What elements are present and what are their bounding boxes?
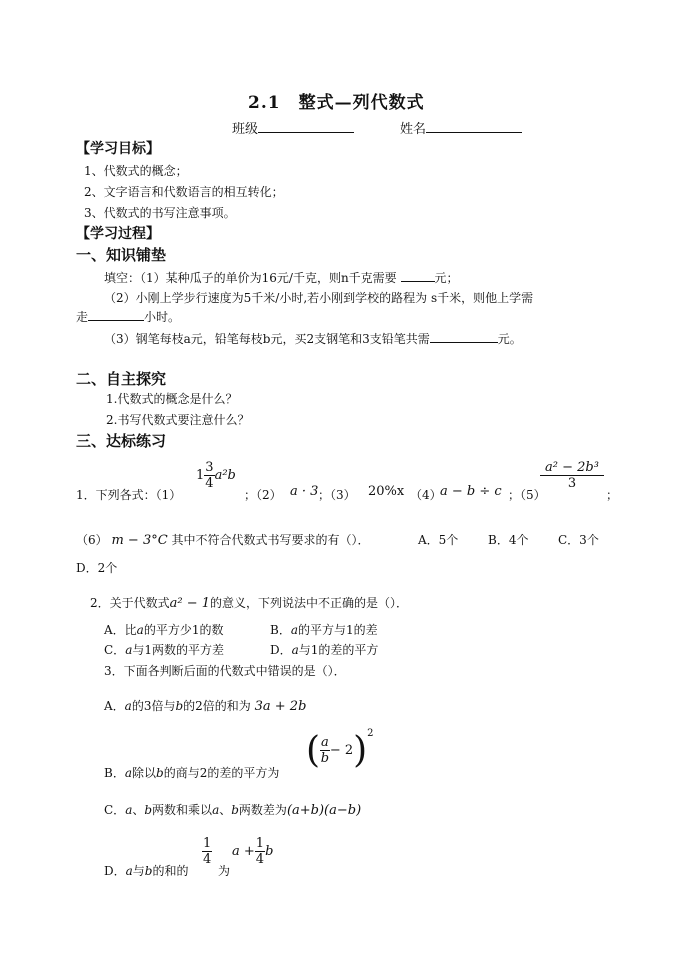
p3-c-sep: 、	[219, 803, 232, 817]
p3-b-den: b	[320, 751, 330, 766]
p2-c-post: 与1两数的平方差	[132, 643, 224, 657]
p2-d-post: 与1的差的平方	[298, 643, 379, 657]
inquiry-question: 1.代数式的概念是什么？	[106, 392, 238, 406]
p3-a-mid1: 的3倍与	[131, 699, 176, 713]
p2-b-pre: B．	[270, 623, 291, 637]
p3-c-sep: 、	[132, 803, 145, 817]
p3-d-expr-num: 1	[255, 836, 265, 851]
p3-b-expr	[306, 730, 374, 771]
var-a: a	[290, 623, 298, 637]
fill-2-pre: 走	[76, 310, 89, 324]
var-a: a	[124, 699, 132, 713]
fill-line-3	[104, 329, 522, 347]
p3-d-expr-den: 4	[255, 852, 265, 867]
p3-option-a[interactable]	[104, 697, 306, 714]
fill-3-blank[interactable]	[430, 329, 498, 343]
var-a: a	[212, 803, 220, 817]
objective-item: 1、代数式的概念；	[84, 164, 188, 178]
var-a: a	[136, 623, 144, 637]
p3-a-pre: A．	[104, 699, 125, 713]
fill-3-unit: 元。	[497, 332, 522, 346]
p3-d-num: 1	[203, 836, 212, 851]
p3-c-expr: (a+b)(a−b)	[286, 803, 362, 818]
p3-d-expr-fraction	[255, 836, 265, 867]
p2-c-pre: C．	[104, 643, 126, 657]
fill-2-post: 小时。	[144, 310, 181, 324]
class-field	[232, 118, 354, 137]
fill-2-blank[interactable]	[88, 307, 144, 321]
p3-b-mid1: 除以	[131, 766, 156, 780]
p2-intro: 2．关于代数式	[90, 596, 170, 610]
p1-expr-4: a − b ÷ c	[440, 484, 502, 499]
section3-heading: 三、达标练习	[76, 432, 167, 450]
p2-stem	[90, 594, 408, 611]
p3-c-pre: C．	[104, 803, 126, 817]
p2-b-post: 的平方与1的差	[297, 623, 378, 637]
p3-d-fraction	[202, 836, 212, 867]
fill-1-unit: 元；	[434, 271, 459, 285]
p1-expr-1	[196, 460, 236, 491]
process-heading: 【学习过程】	[76, 226, 160, 242]
p3-b-exp: 2	[367, 728, 374, 739]
class-blank[interactable]	[258, 119, 354, 133]
p1-sep-6: （6）	[76, 533, 108, 547]
p3-d-pre: D．	[104, 864, 126, 878]
p2-option-c[interactable]	[104, 641, 224, 658]
p1-expr-2: a · 3	[290, 484, 319, 499]
p3-b-fraction	[320, 735, 330, 766]
fill-line-1	[104, 268, 459, 286]
p1-sep-4: （4）	[410, 488, 442, 502]
p3-b-num: a	[321, 735, 329, 750]
p3-a-expr: 3a + 2b	[254, 699, 307, 714]
p3-d-expr	[232, 836, 273, 867]
fill-3-text: （3）钢笔每枝a元，铅笔每枝b元，买2支钢笔和3支铅笔共需	[104, 332, 430, 346]
p1-sep-5: ；（5）	[508, 488, 546, 502]
class-label: 班级	[232, 122, 259, 137]
var-b: b	[144, 864, 153, 878]
p1-option-a[interactable]: A．5个	[418, 533, 459, 547]
p2-option-a[interactable]	[104, 621, 223, 638]
p1-expr-6: m − 3°C	[111, 533, 168, 548]
p1-expr-3: 20%x	[368, 484, 405, 499]
name-blank[interactable]	[426, 119, 522, 133]
e1-den: 4	[205, 476, 214, 491]
p3-a-mid2: 的2倍的和为	[183, 699, 251, 713]
p3-c-mid1: 两数和乘以	[152, 803, 213, 817]
p2-a-pre: A．比	[104, 623, 137, 637]
e1-whole: 1	[196, 468, 205, 483]
fill-line-2: （2）小刚上学步行速度为5千米/小时,若小刚到学校的路程为 s千米，则他上学需	[104, 291, 534, 305]
p1-expr-5	[540, 460, 604, 491]
p1-option-b[interactable]: B．4个	[488, 533, 529, 547]
var-b: b	[175, 699, 184, 713]
e1-fraction	[204, 460, 214, 491]
e1-tail: a²b	[214, 468, 236, 483]
fill-1-text: 填空：（1）某种瓜子的单价为16元/千克，则n千克需要	[104, 271, 397, 285]
var-a: a	[125, 803, 133, 817]
p1-end: ；	[606, 488, 619, 502]
p3-b-mid2: 的商与2的差的平方为	[163, 766, 280, 780]
p3-d-den: 4	[203, 852, 212, 867]
objective-item: 2、文字语言和代数语言的相互转化；	[84, 185, 284, 199]
p1-sep-2: ；（2）	[244, 488, 282, 502]
p2-d-pre: D．	[270, 643, 292, 657]
var-a: a	[124, 766, 132, 780]
fill-1-blank[interactable]	[401, 268, 435, 282]
p1-option-c[interactable]: C．3个	[558, 533, 599, 547]
right-paren: )	[353, 730, 368, 771]
p1-option-d[interactable]: D．2个	[76, 561, 118, 575]
p3-d-expr-a: a +	[232, 844, 255, 859]
p3-option-b[interactable]	[104, 764, 279, 781]
section2-heading: 二、自主探究	[76, 370, 167, 388]
var-a: a	[291, 643, 299, 657]
name-field	[400, 118, 522, 137]
p3-d-quarter	[202, 836, 212, 867]
p3-d-mid1: 与	[132, 864, 145, 878]
p2-option-b[interactable]	[270, 621, 378, 638]
p3-d-expr-b: b	[265, 844, 274, 859]
p1-stem: 其中不符合代数式书写要求的有（）．	[171, 533, 370, 547]
p2-expr: a² − 1	[169, 596, 211, 611]
p3-option-d[interactable]	[104, 862, 189, 879]
p2-a-post: 的平方少1的数	[143, 623, 224, 637]
inquiry-question: 2.书写代数式要注意什么？	[106, 413, 250, 427]
objectives-heading: 【学习目标】	[76, 141, 160, 157]
p3-d-mid2: 的和的	[152, 864, 189, 878]
var-b: b	[156, 766, 164, 780]
section1-heading: 一、知识铺垫	[76, 246, 167, 264]
objective-item: 3、代数式的书写注意事项。	[84, 206, 236, 220]
fill-line-2b	[76, 307, 180, 325]
var-b: b	[231, 803, 239, 817]
p3-stem: 3．下面各判断后面的代数式中错误的是（）．	[104, 664, 346, 678]
e1-num: 3	[205, 460, 214, 475]
p1-intro: 1．下列各式：（1）	[76, 488, 182, 502]
e5-fraction	[540, 460, 604, 491]
left-paren: (	[306, 730, 321, 771]
var-a: a	[125, 643, 133, 657]
e5-num: a² − 2b³	[540, 460, 604, 476]
var-a: a	[125, 864, 133, 878]
e5-den: 3	[567, 476, 577, 491]
p3-d-mid3: 为	[218, 864, 231, 878]
p2-option-d[interactable]	[270, 641, 378, 658]
page-title: 2.1 整式—列代数式	[248, 93, 425, 113]
p3-b-pre: B．	[104, 766, 125, 780]
p3-c-mid2: 两数差为	[238, 803, 287, 817]
name-label: 姓名	[400, 122, 427, 137]
p1-sep-3: ；（3）	[318, 488, 356, 502]
p1-line-2	[76, 531, 370, 548]
p3-option-c[interactable]	[104, 801, 361, 818]
var-b: b	[144, 803, 153, 817]
p3-b-tail: − 2	[329, 743, 354, 758]
p2-stem-text: 的意义，下列说法中不正确的是（）．	[210, 596, 409, 610]
